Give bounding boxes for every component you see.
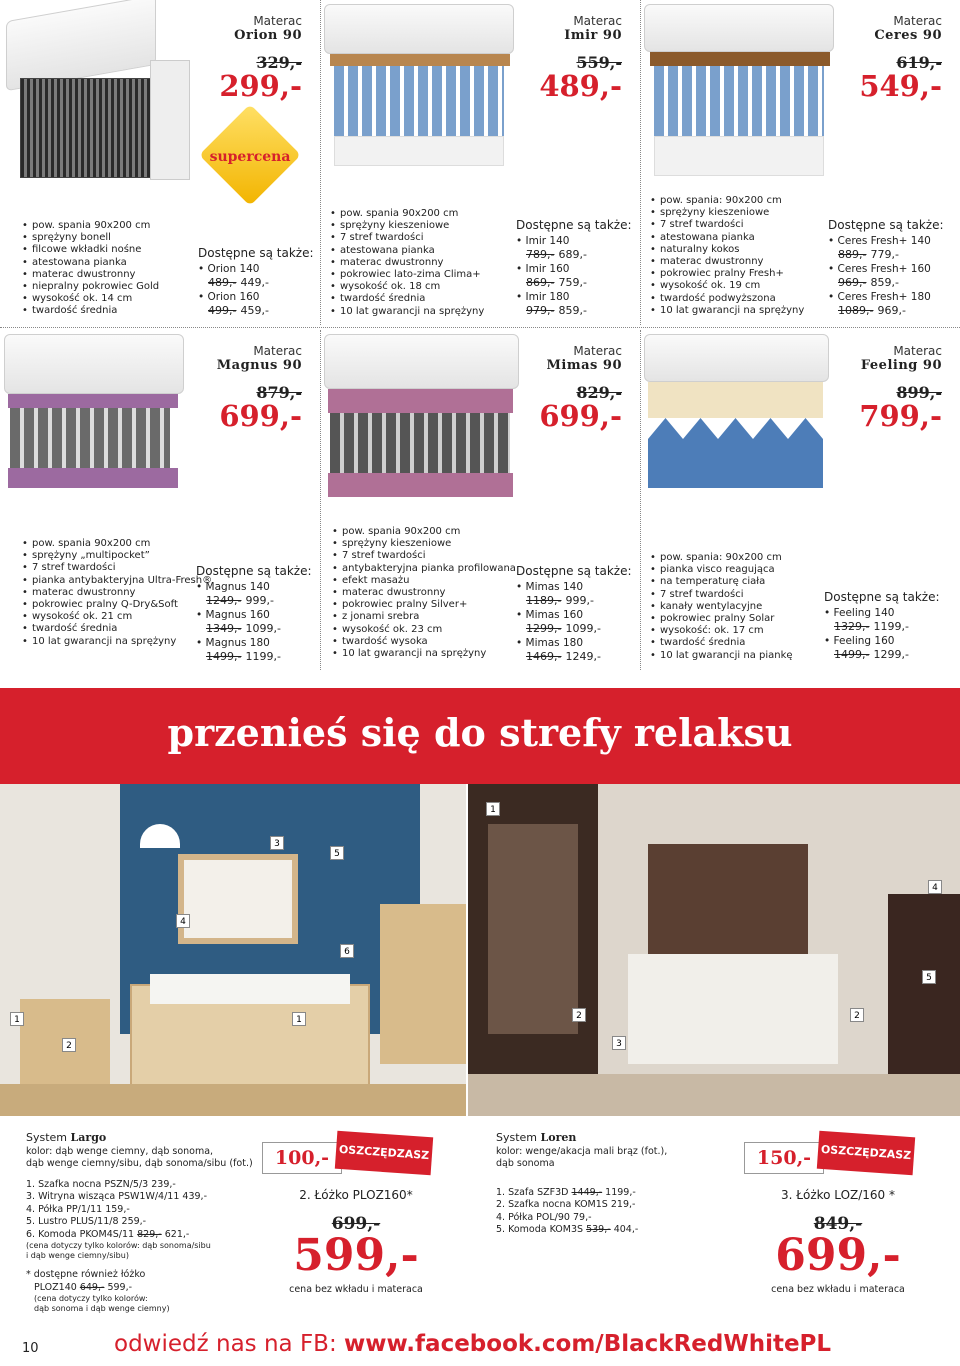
divider — [320, 0, 321, 325]
available-sizes: Dostępne są także: • Orion 140 489,- 449,- • Orion 160 499,- 459,- — [198, 246, 314, 318]
feature: • twardość średnia — [650, 637, 793, 649]
system-name: Largo — [70, 1131, 107, 1144]
feature: • z jonami srebra — [332, 611, 516, 623]
old-price: 699,- — [331, 1214, 381, 1234]
largo-room-photo — [0, 784, 466, 1116]
product-magnus — [0, 330, 320, 690]
product-label: Materac — [893, 344, 942, 358]
mattress-image — [0, 0, 195, 200]
feature: • wysokość ok. 21 cm — [22, 611, 212, 623]
old-price: 619,- — [896, 53, 942, 72]
feature: • sprężyny „multipocket” — [22, 550, 212, 562]
feature: • pokrowiec pralny Silver+ — [332, 599, 516, 611]
product-label: Materac — [253, 14, 302, 28]
product-label: Materac — [573, 14, 622, 28]
feature: • sprężyny kieszeniowe — [330, 220, 484, 232]
price-footnote: cena bez wkładu i materaca — [289, 1284, 423, 1295]
feature: • 7 stref twardości — [650, 219, 804, 231]
feature: • sprężyny kieszeniowe — [332, 538, 516, 550]
new-price: 699,- — [219, 399, 302, 433]
new-price: 599,- — [293, 1230, 419, 1281]
feature: • materac dwustronny — [330, 257, 484, 269]
room-number: 2 — [572, 1008, 586, 1022]
feature: • pokrowiec pralny Q-Dry&Soft — [22, 599, 212, 611]
divider — [0, 327, 960, 328]
savings-tag — [744, 1134, 914, 1184]
product-orion — [0, 0, 320, 325]
feature: • wysokość ok. 19 cm — [650, 280, 804, 292]
product-name: Feeling 90 — [860, 358, 942, 373]
old-price: 829,- — [576, 383, 622, 402]
product-header — [539, 14, 622, 101]
product-header — [859, 14, 942, 101]
feature: • materac dwustronny — [22, 587, 212, 599]
room-number: 2 — [62, 1038, 76, 1052]
available-sizes: Dostępne są także: • Mimas 140 1189,- 999,- • Mimas 160 1299,- 1099,- • Mimas 180 1469,- 1249,- — [516, 564, 632, 664]
feature: • wysokość ok. 14 cm — [22, 293, 159, 305]
product-name: Orion 90 — [234, 28, 302, 43]
feature: • atestowana pianka — [22, 257, 159, 269]
old-price: 559,- — [576, 53, 622, 72]
system-largo — [0, 1116, 480, 1321]
feature: • antybakteryjna pianka profilowana — [332, 563, 516, 575]
feature: • materac dwustronny — [22, 269, 159, 281]
product-mimas — [320, 330, 640, 690]
available-sizes: Dostępne są także: • Feeling 140 1329,- 1199,- • Feeling 160 1499,- 1299,- — [824, 590, 940, 662]
system-name: Loren — [540, 1131, 577, 1144]
feature-list — [330, 208, 484, 318]
feature: • naturalny kokos — [650, 244, 804, 256]
savings-label: OSZCZĘDZASZ — [817, 1131, 915, 1176]
page-number: 10 — [22, 1341, 39, 1356]
product-name: Ceres 90 — [874, 28, 942, 43]
divider — [640, 330, 641, 670]
price-footnote: cena bez wkładu i materaca — [771, 1284, 905, 1295]
feature: • sprężyny kieszeniowe — [650, 207, 804, 219]
feature: • pow. spania 90x200 cm — [22, 538, 212, 550]
loren-room-photo — [468, 784, 960, 1116]
product-header — [859, 344, 942, 431]
room-number: 5 — [922, 970, 936, 984]
mattress-image — [640, 0, 840, 190]
feature: • 7 stref twardości — [330, 232, 484, 244]
available-sizes: Dostępne są także: • Imir 140 789,- 689,- • Imir 160 869,- 759,- • Imir 180 979,- 859,- — [516, 218, 632, 318]
mattress-image — [320, 330, 530, 530]
featured-product — [738, 1188, 938, 1295]
feature: • wysokość: ok. 17 cm — [650, 625, 793, 637]
new-price: 799,- — [859, 399, 942, 433]
divider — [640, 0, 641, 325]
mattress-image — [320, 0, 520, 200]
feature: • 10 lat gwarancji na sprężyny — [650, 305, 804, 317]
product-header — [539, 344, 622, 431]
feature: • 10 lat gwarancji na sprężyny — [22, 636, 212, 648]
room-number: 4 — [928, 880, 942, 894]
room-number: 1 — [10, 1012, 24, 1026]
feature: • efekt masażu — [332, 575, 516, 587]
feature: • twardość średnia — [22, 305, 159, 317]
feature: • 10 lat gwarancji na sprężyny — [330, 306, 484, 318]
facebook-url[interactable]: www.facebook.com/BlackRedWhitePL — [344, 1331, 832, 1357]
feature: • atestowana pianka — [650, 232, 804, 244]
old-price: 329,- — [256, 53, 302, 72]
feature: • 7 stref twardości — [650, 589, 793, 601]
feature: • wysokość ok. 18 cm — [330, 281, 484, 293]
system-loren — [480, 1116, 960, 1321]
room-number: 6 — [340, 944, 354, 958]
savings-amount: 150,- — [744, 1142, 824, 1174]
product-name: Mimas 90 — [546, 358, 622, 373]
feature: • 7 stref twardości — [22, 562, 212, 574]
product-name: 3. Łóżko LOZ/160 * — [780, 1188, 895, 1202]
product-name: Magnus 90 — [216, 358, 302, 373]
mattress-row-2 — [0, 330, 960, 690]
savings-amount: 100,- — [262, 1142, 342, 1174]
product-header — [217, 344, 302, 431]
feature-list — [650, 552, 793, 662]
facebook-link[interactable]: odwiedź nas na FB: www.facebook.com/BlackRedWhitePL — [114, 1331, 832, 1357]
feature: • materac dwustronny — [650, 256, 804, 268]
feature: • niepralny pokrowiec Gold — [22, 281, 159, 293]
old-price: 849,- — [813, 1214, 863, 1234]
feature: • sprężyny bonell — [22, 232, 159, 244]
feature-list — [650, 195, 804, 317]
feature: • pow. spania 90x200 cm — [22, 220, 159, 232]
system-info: System Loren kolor: wenge/akacja mali brąz (fot.), dąb sonoma 1. Szafa SZF3D 1449,- 1199,- 2. Szafka nocna KOM1S 219,- 4. Półka POL/90 79,- 5. Komoda KOM3S 539,- 404,- — [496, 1131, 668, 1235]
feature: • twardość średnia — [22, 623, 212, 635]
feature: • 10 lat gwarancji na sprężyny — [332, 648, 516, 660]
product-name: 2. Łóżko PLOZ160* — [299, 1188, 413, 1202]
new-price: 699,- — [539, 399, 622, 433]
mattress-row-1 — [0, 0, 960, 325]
product-label: Materac — [253, 344, 302, 358]
feature: • pokrowiec pralny Solar — [650, 613, 793, 625]
system-info: System Largo kolor: dąb wenge ciemny, dąb sonoma, dąb wenge ciemny/sibu, dąb sonoma/sibu (fot.) 1. Szafka nocna PSZN/5/3 239,- 3. Witryna wisząca PSW1W/4/11 439,- 4. Półka PP/1/11 159,- 5. Lustro PLUS/11/8 259,- 6. Komoda PKOM4S/11 829,- 621,- (cena dotyczy tylko kolorów: dąb sonoma/sibu i dąb wenge ciemny/sibu) * dostępne również łóżko PLOZ140 649,- 599,- (cena dotyczy tylko kolorów: dąb sonoma i dąb wenge ciemny) — [26, 1131, 253, 1313]
page-footer — [0, 1321, 960, 1366]
savings-tag — [262, 1134, 432, 1184]
product-name: Imir 90 — [564, 28, 622, 43]
badge-text: supercena — [209, 149, 291, 165]
feature: • atestowana pianka — [330, 245, 484, 257]
mattress-image — [640, 330, 840, 530]
featured-product — [256, 1188, 456, 1295]
divider — [320, 330, 321, 670]
feature: • pokrowiec pralny Fresh+ — [650, 268, 804, 280]
supercena-badge — [200, 105, 300, 205]
product-imir — [320, 0, 640, 325]
feature-list — [332, 526, 516, 660]
feature: • pow. spania: 90x200 cm — [650, 552, 793, 564]
feature: • na temperaturę ciała — [650, 576, 793, 588]
old-price: 879,- — [256, 383, 302, 402]
room-number: 5 — [330, 846, 344, 860]
feature: • 7 stref twardości — [332, 550, 516, 562]
feature: • wysokość ok. 23 cm — [332, 624, 516, 636]
feature: • kanały wentylacyjne — [650, 601, 793, 613]
new-price: 699,- — [775, 1230, 901, 1281]
room-number: 1 — [486, 802, 500, 816]
feature: • twardość wysoka — [332, 636, 516, 648]
room-number: 2 — [850, 1008, 864, 1022]
savings-label: OSZCZĘDZASZ — [335, 1131, 433, 1176]
feature: • filcowe wkładki nośne — [22, 244, 159, 256]
product-header — [219, 14, 302, 101]
room-number: 3 — [612, 1036, 626, 1050]
old-price: 899,- — [896, 383, 942, 402]
relax-banner — [0, 688, 960, 784]
feature: • pow. spania 90x200 cm — [330, 208, 484, 220]
room-number: 3 — [270, 836, 284, 850]
product-label: Materac — [573, 344, 622, 358]
feature: • pow. spania 90x200 cm — [332, 526, 516, 538]
feature: • 10 lat gwarancji na piankę — [650, 650, 793, 662]
product-label: Materac — [893, 14, 942, 28]
room-number: 1 — [292, 1012, 306, 1026]
feature-list — [22, 538, 212, 648]
feature: • materac dwustronny — [332, 587, 516, 599]
mattress-image — [0, 330, 200, 530]
new-price: 549,- — [859, 69, 942, 103]
feature: • pianka antybakteryjna Ultra-Fresh® — [22, 575, 212, 587]
available-sizes: Dostępne są także: • Magnus 140 1249,- 999,- • Magnus 160 1349,- 1099,- • Magnus 180 1499,- 1199,- — [196, 564, 312, 664]
product-ceres — [640, 0, 960, 325]
feature-list — [22, 220, 159, 318]
room-number: 4 — [176, 914, 190, 928]
available-sizes: Dostępne są także: • Ceres Fresh+ 140 889,- 779,- • Ceres Fresh+ 160 969,- 859,- • Ceres Fresh+ 180 1089,- 969,- — [828, 218, 944, 318]
feature: • pokrowiec lato-zima Clima+ — [330, 269, 484, 281]
feature: • twardość średnia — [330, 293, 484, 305]
feature: • twardość podwyższona — [650, 293, 804, 305]
product-feeling — [640, 330, 960, 690]
feature: • pow. spania: 90x200 cm — [650, 195, 804, 207]
new-price: 489,- — [539, 69, 622, 103]
new-price: 299,- — [219, 69, 302, 103]
banner-title: przenieś się do strefy relaksu — [167, 710, 793, 755]
feature: • pianka visco reagująca — [650, 564, 793, 576]
